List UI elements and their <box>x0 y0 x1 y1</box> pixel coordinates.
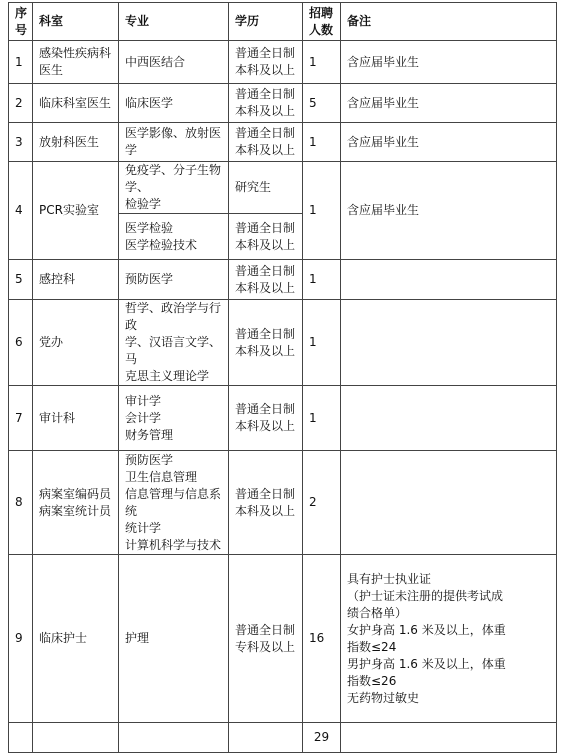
table-row <box>9 41 557 84</box>
total-empty-cell <box>33 723 119 753</box>
row-no: 5 <box>9 260 33 300</box>
row-count: 5 <box>303 84 341 123</box>
row-note <box>341 300 557 386</box>
row-dept: PCR实验室 <box>33 162 119 260</box>
row-note: 含应届毕业生 <box>341 84 557 123</box>
row-edu: 普通全日制 本科及以上 <box>229 260 303 300</box>
row-major: 免疫学、分子生物学、 检验学 <box>119 162 229 214</box>
header-no: 序 号 <box>9 3 33 41</box>
table-row <box>9 451 557 555</box>
row-edu: 普通全日制 本科及以上 <box>229 300 303 386</box>
row-no: 3 <box>9 123 33 162</box>
row-edu: 普通全日制 本科及以上 <box>229 451 303 555</box>
row-note <box>341 260 557 300</box>
table-row <box>9 162 557 214</box>
header-note: 备注 <box>341 3 557 41</box>
total-count: 29 <box>303 723 341 753</box>
row-count: 1 <box>303 260 341 300</box>
row-dept: 感控科 <box>33 260 119 300</box>
table-row <box>9 84 557 123</box>
row-count: 1 <box>303 41 341 84</box>
row-edu: 普通全日制 本科及以上 <box>229 41 303 84</box>
row-edu: 普通全日制 专科及以上 <box>229 555 303 723</box>
row-dept: 放射科医生 <box>33 123 119 162</box>
row-note: 含应届毕业生 <box>341 123 557 162</box>
row-major: 预防医学 卫生信息管理 信息管理与信息系统 统计学 计算机科学与技术 <box>119 451 229 555</box>
row-count: 2 <box>303 451 341 555</box>
row-edu: 普通全日制 本科及以上 <box>229 84 303 123</box>
row-note <box>341 451 557 555</box>
row-count: 16 <box>303 555 341 723</box>
total-empty-cell <box>229 723 303 753</box>
total-empty-cell <box>119 723 229 753</box>
table-row <box>9 260 557 300</box>
table-row <box>9 555 557 723</box>
row-no: 2 <box>9 84 33 123</box>
row-count: 1 <box>303 386 341 451</box>
row-no: 9 <box>9 555 33 723</box>
row-count: 1 <box>303 162 341 260</box>
row-dept: 临床护士 <box>33 555 119 723</box>
header-dept: 科室 <box>33 3 119 41</box>
header-count: 招聘 人数 <box>303 3 341 41</box>
row-edu: 普通全日制 本科及以上 <box>229 214 303 260</box>
row-no: 4 <box>9 162 33 260</box>
row-note: 具有护士执业证 （护士证未注册的提供考试成 绩合格单） 女护身高 1.6 米及以上，体重 指数≤24 男护身高 1.6 米及以上，体重 指数≤26 无药物过敏史 <box>341 555 557 723</box>
total-empty-cell <box>341 723 557 753</box>
row-no: 7 <box>9 386 33 451</box>
row-major: 中西医结合 <box>119 41 229 84</box>
row-note: 含应届毕业生 <box>341 41 557 84</box>
row-note: 含应届毕业生 <box>341 162 557 260</box>
row-major: 审计学 会计学 财务管理 <box>119 386 229 451</box>
table-row <box>9 386 557 451</box>
row-dept: 病案室编码员 病案室统计员 <box>33 451 119 555</box>
table-row <box>9 300 557 386</box>
row-dept: 党办 <box>33 300 119 386</box>
row-dept: 审计科 <box>33 386 119 451</box>
row-edu: 普通全日制 本科及以上 <box>229 123 303 162</box>
row-note <box>341 386 557 451</box>
header-row <box>9 3 557 41</box>
row-major: 预防医学 <box>119 260 229 300</box>
row-major: 医学检验 医学检验技术 <box>119 214 229 260</box>
recruitment-table <box>8 2 557 753</box>
row-major: 临床医学 <box>119 84 229 123</box>
row-no: 6 <box>9 300 33 386</box>
row-major: 哲学、政治学与行政 学、汉语言文学、马 克思主义理论学 <box>119 300 229 386</box>
header-edu: 学历 <box>229 3 303 41</box>
row-dept: 感染性疾病科 医生 <box>33 41 119 84</box>
header-major: 专业 <box>119 3 229 41</box>
row-no: 1 <box>9 41 33 84</box>
row-edu: 普通全日制 本科及以上 <box>229 386 303 451</box>
table-row <box>9 123 557 162</box>
row-count: 1 <box>303 123 341 162</box>
row-major: 医学影像、放射医学 <box>119 123 229 162</box>
row-edu: 研究生 <box>229 162 303 214</box>
total-row <box>9 723 557 753</box>
row-major: 护理 <box>119 555 229 723</box>
total-empty-cell <box>9 723 33 753</box>
row-count: 1 <box>303 300 341 386</box>
row-dept: 临床科室医生 <box>33 84 119 123</box>
row-no: 8 <box>9 451 33 555</box>
